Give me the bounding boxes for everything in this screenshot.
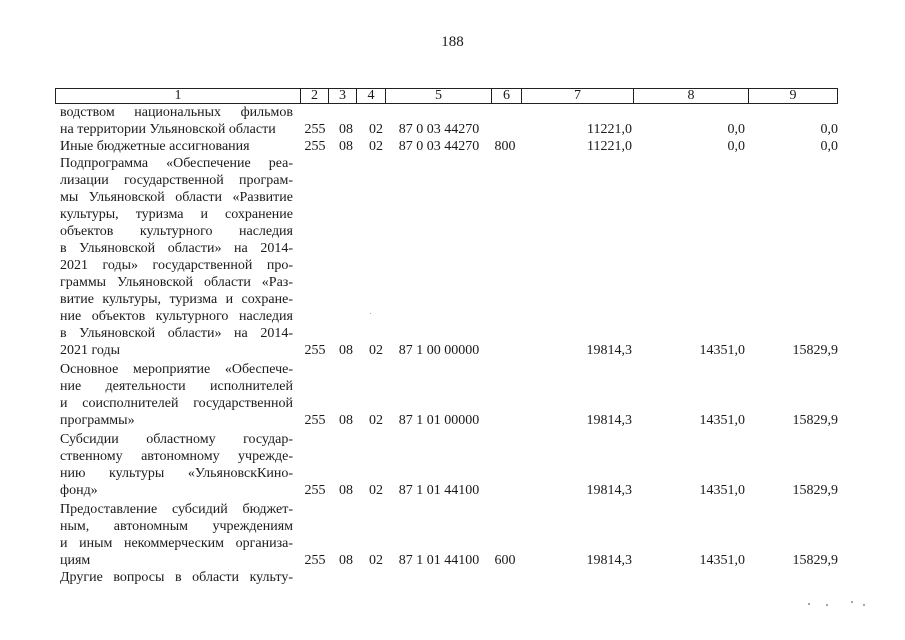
cell-code: 255: [304, 553, 326, 568]
cell-expense-type: 600: [494, 553, 516, 568]
cell-expense-type: 800: [494, 139, 516, 154]
cell-amount-8: 0,0: [727, 139, 745, 154]
row-description-line: ние деятельности исполнителей: [60, 379, 293, 394]
row-description-line: на территории Ульяновской области: [60, 122, 276, 137]
header-col-1: 1: [174, 88, 182, 103]
cell-amount-9: 0,0: [820, 122, 838, 137]
cell-amount-8: 14351,0: [699, 343, 745, 358]
row-description-line: водством национальных фильмов: [60, 105, 293, 120]
cell-subsection: 02: [369, 122, 383, 137]
row-description-line: 2021 годы» государственной про-: [60, 258, 293, 273]
row-description-line: мы Ульяновской области «Развитие: [60, 190, 293, 205]
row-description-line: циям: [60, 553, 91, 568]
row-description-line: программы»: [60, 413, 135, 428]
header-col-5: 5: [435, 88, 442, 103]
row-description-line: Основное мероприятие «Обеспече-: [60, 362, 293, 377]
cell-amount-8: 14351,0: [699, 413, 745, 428]
cell-amount-8: 0,0: [727, 122, 745, 137]
cell-subsection: 02: [369, 483, 383, 498]
cell-section: 08: [339, 483, 353, 498]
header-col-6: 6: [503, 88, 510, 103]
cell-amount-9: 0,0: [820, 139, 838, 154]
row-description-line: Другие вопросы в области культу-: [60, 570, 293, 585]
cell-amount-7: 19814,3: [586, 483, 632, 498]
cell-amount-7: 11221,0: [587, 139, 632, 154]
cell-amount-9: 15829,9: [792, 553, 838, 568]
cell-expense-type: [490, 413, 520, 428]
cell-section: 08: [339, 553, 353, 568]
cell-code: 255: [304, 483, 326, 498]
header-col-7: 7: [574, 88, 581, 103]
cell-subsection: 02: [369, 413, 383, 428]
row-description-line: Субсидии областному государ-: [60, 432, 293, 447]
row-description-line: в Ульяновской области» на 2014-: [60, 241, 293, 256]
cell-amount-8: 14351,0: [699, 483, 745, 498]
cell-amount-7: 19814,3: [586, 553, 632, 568]
cell-section: 08: [339, 413, 353, 428]
row-description-line: нию культуры «УльяновскКино-: [60, 466, 293, 481]
table-header: [55, 88, 838, 104]
cell-amount-7: 19814,3: [586, 343, 632, 358]
row-description-line: фонд»: [60, 483, 98, 498]
cell-amount-7: 19814,3: [586, 413, 632, 428]
row-description-line: 2021 годы: [60, 343, 121, 358]
cell-target-article: 87 1 00 00000: [398, 343, 480, 358]
cell-amount-7: 11221,0: [587, 122, 632, 137]
cell-section: 08: [339, 122, 353, 137]
cell-code: 255: [304, 343, 326, 358]
header-col-9: 9: [789, 88, 797, 103]
cell-subsection: 02: [369, 553, 383, 568]
cell-code: 255: [304, 139, 326, 154]
cell-target-article: 87 1 01 44100: [398, 553, 480, 568]
cell-section: 08: [339, 343, 353, 358]
cell-target-article: 87 0 03 44270: [398, 139, 480, 154]
page-number: 188: [441, 34, 464, 50]
row-description-line: в Ульяновской области» на 2014-: [60, 326, 293, 341]
cell-expense-type: [490, 343, 520, 358]
cell-subsection: 02: [369, 139, 383, 154]
row-description-line: Подпрограмма «Обеспечение реа-: [60, 156, 293, 171]
cell-code: 255: [304, 413, 326, 428]
row-description-line: граммы Ульяновской области «Раз-: [60, 275, 293, 290]
cell-amount-8: 14351,0: [699, 553, 745, 568]
cell-expense-type: [490, 483, 520, 498]
header-col-8: 8: [687, 88, 695, 103]
cell-target-article: 87 0 03 44270: [398, 122, 480, 137]
cell-expense-type: [490, 122, 520, 137]
cell-amount-9: 15829,9: [792, 483, 838, 498]
row-description-line: культуры, туризма и сохранение: [60, 207, 293, 222]
cell-amount-9: 15829,9: [792, 413, 838, 428]
row-description-line: ным, автономным учреждениям: [60, 519, 293, 534]
cell-amount-9: 15829,9: [792, 343, 838, 358]
row-description-line: ственному автономному учрежде-: [60, 449, 293, 464]
header-col-3: 3: [339, 88, 346, 103]
cell-target-article: 87 1 01 00000: [398, 413, 480, 428]
row-description-line: Иные бюджетные ассигнования: [60, 139, 250, 154]
row-description-line: ние объектов культурного наследия: [60, 309, 293, 324]
row-description-line: витие культуры, туризма и сохране-: [60, 292, 293, 307]
row-description-line: Предоставление субсидий бюджет-: [60, 502, 293, 517]
cell-target-article: 87 1 01 44100: [398, 483, 480, 498]
cell-section: 08: [339, 139, 353, 154]
header-col-2: 2: [311, 88, 318, 103]
cell-code: 255: [304, 122, 326, 137]
row-description-line: лизации государственной програм-: [60, 173, 293, 188]
row-description-line: и иным некоммерческим организа-: [60, 536, 293, 551]
row-description-line: и соисполнителей государственной: [60, 396, 293, 411]
header-col-4: 4: [367, 88, 375, 103]
row-description-line: объектов культурного наследия: [60, 224, 293, 239]
cell-subsection: 02: [369, 343, 383, 358]
